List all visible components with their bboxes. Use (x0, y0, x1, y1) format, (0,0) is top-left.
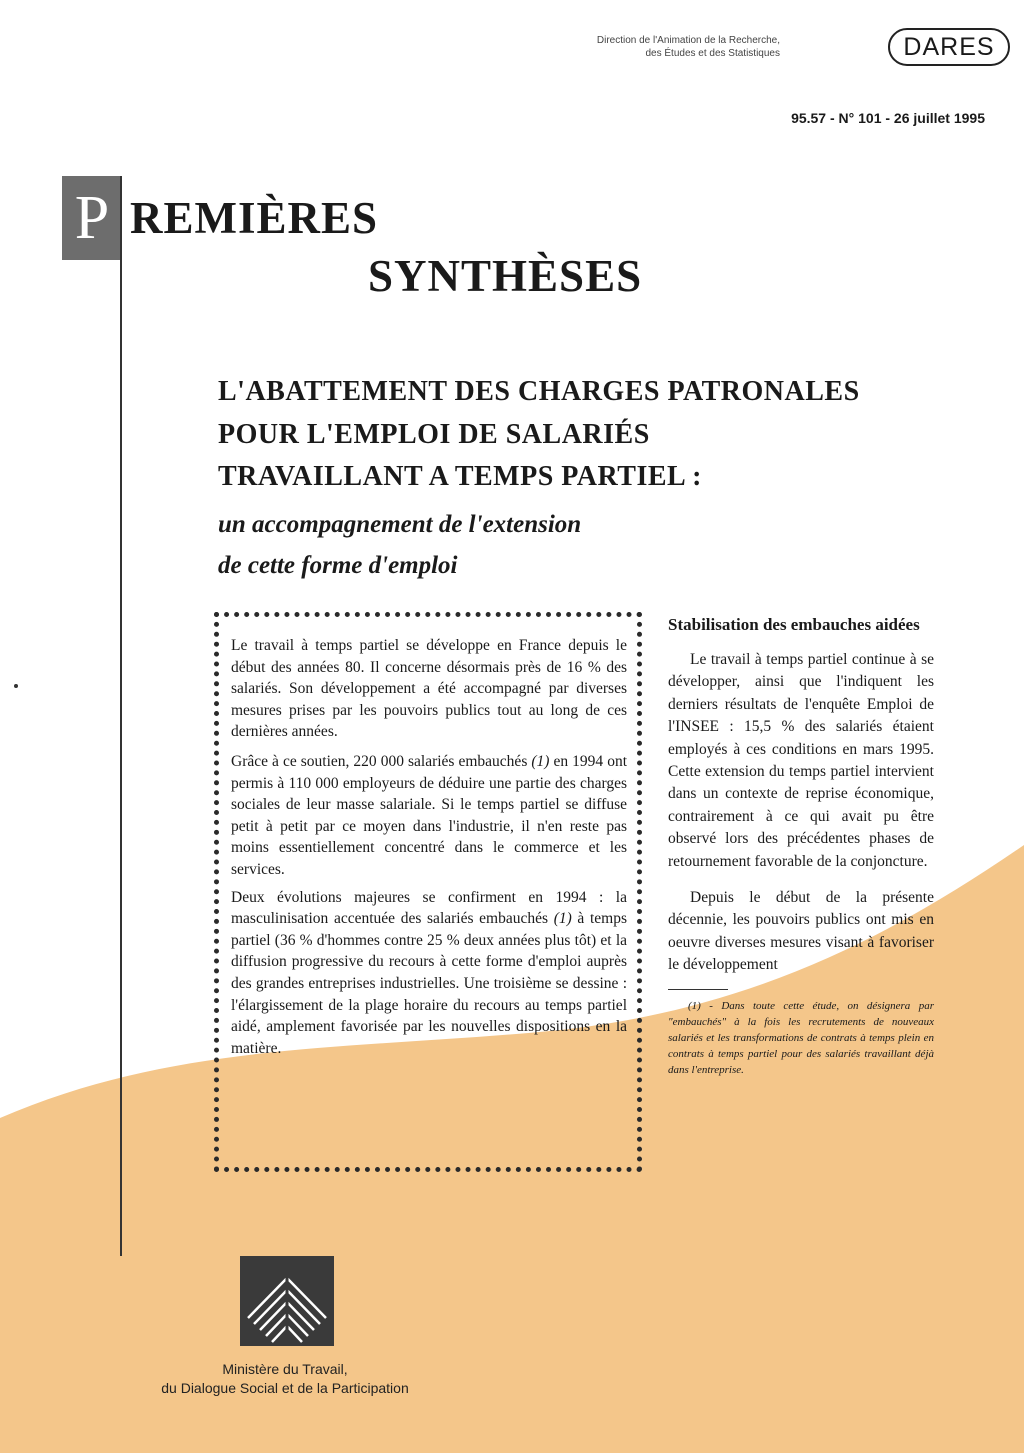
vertical-rule (120, 176, 122, 1256)
ministry-line-1: Ministère du Travail, (222, 1361, 348, 1377)
summary-p2-text-a: Grâce à ce soutien, 220 000 salariés embauchés (231, 752, 532, 770)
summary-paragraph-2 (231, 751, 627, 881)
footnote-ref: (1) (553, 910, 572, 928)
right-column (668, 614, 934, 1078)
ministry-name (100, 1360, 470, 1398)
margin-mark (14, 684, 18, 688)
summary-paragraph-1: Le travail à temps partiel se développe en France depuis le début des années 80. Il concerne désormais près de 16 % des salariés. Son développement a été accompagné par diverses mesures prises par les pouvoirs publics tout au long de ces dernières années. (231, 637, 627, 741)
section-title: Stabilisation des embauches aidées (668, 615, 920, 634)
department-line-1: Direction de l'Animation de la Recherche, (596, 35, 780, 46)
title-line-2: POUR L'EMPLOI DE SALARIÉS (218, 419, 650, 450)
ministry-logo (240, 1256, 334, 1346)
masthead-initial: P (74, 184, 110, 252)
summary-p2-text-b: en 1994 ont permis à 110 000 employeurs de déduire une partie des charges sociales de leur masse salariale. Si le temps partiel se diffuse petit à petit par ce moyen dans l'industrie, il n'en reste pas moins essentiellement concentré dans le commerce et les services. (231, 752, 628, 878)
summary-box (214, 612, 642, 1172)
subtitle-line-1: un accompagnement de l'extension (218, 511, 582, 538)
ministry-logo-icon (240, 1256, 334, 1346)
dares-badge: DARES (888, 28, 1010, 66)
body-paragraph-2: Depuis le début de la présente décennie, les pouvoirs publics ont mis en oeuvre diverses mesures visant à favoriser le développement (668, 889, 934, 974)
title-line-3: TRAVAILLANT A TEMPS PARTIEL : (218, 461, 702, 492)
footnote-divider (668, 989, 728, 990)
issue-line: 95.57 - N° 101 - 26 juillet 1995 (791, 110, 985, 126)
masthead-line-2: SYNTHÈSES (368, 251, 643, 301)
masthead-initial-box (62, 176, 122, 260)
department-line-2: des Études et des Statistiques (645, 48, 780, 59)
subtitle-line-2: de cette forme d'emploi (218, 552, 458, 579)
footnote-ref: (1) (531, 752, 550, 770)
department-name (510, 34, 780, 60)
ministry-line-2: du Dialogue Social et de la Participation (161, 1380, 409, 1396)
summary-paragraph-3 (231, 887, 627, 1060)
summary-p3-text-b: à temps partiel (36 % d'hommes contre 25 % deux années plus tôt) et la diffusion progressive du recours à cette forme d'emploi auprès des grandes entreprises industrielles. Une troisième se dessine : l'élargissement de la plage horaire du recours au temps partiel aidé, amplement favorisée par les nouvelles dispositions en la matière. (231, 910, 627, 1057)
body-paragraph-1: Le travail à temps partiel continue à se développer, ainsi que l'indiquent les derniers résultats de l'enquête Emploi de l'INSEE : 15,5 % des salariés étaient employés à ces conditions en mars 1995. Cette extension du temps partiel intervient dans un contexte de reprise économique, contrairement à ce qui avait pu être observé lors des précédentes phases de retournement favorable de la conjoncture. (668, 651, 934, 870)
footnote: (1) - Dans toute cette étude, on désignera par "embauchés" à la fois les recrutements de nouveaux salariés et les transformations de contrats à temps plein en contrats à temps partiel pour des salariés travaillant déjà dans l'entreprise. (668, 999, 934, 1076)
title-line-1: L'ABATTEMENT DES CHARGES PATRONALES (218, 376, 860, 407)
masthead-line-1: REMIÈRES (130, 193, 379, 243)
summary-p3-text-a: Deux évolutions majeures se confirment en 1994 : la masculinisation accentuée des salariés embauchés (231, 888, 627, 928)
